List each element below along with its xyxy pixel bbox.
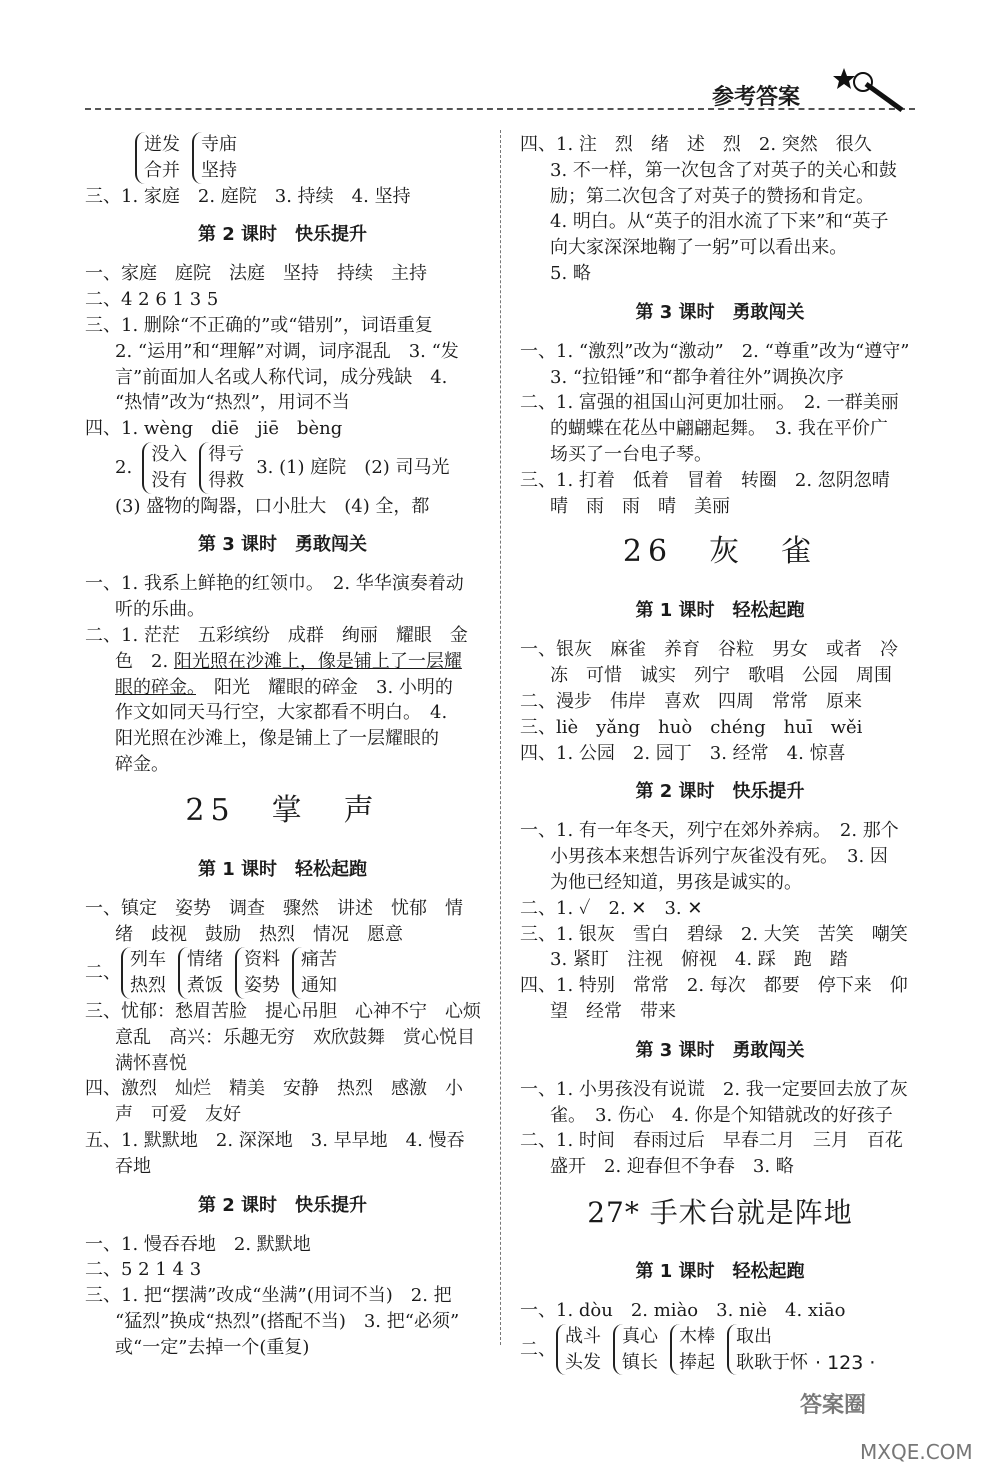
text-line: 色 2. 阳光照在沙滩上，像是铺上了一层耀 (115, 650, 462, 672)
text-line: 一、1. dòu 2. miào 3. niè 4. xiāo (520, 1299, 846, 1321)
section-heading: 第 2 课时 快乐提升 (197, 1194, 368, 1216)
text-line: “猛烈”换成“热烈”(搭配不当) 3. 把“必须” (115, 1310, 460, 1332)
text-line: 绪 歧视 鼓励 热烈 情况 愿意 (115, 923, 403, 945)
text-line: 二、1. 时间 春雨过后 早春二月 三月 百花 (520, 1130, 903, 1152)
star-wand-icon (830, 62, 910, 112)
text-line: 为他已经知道，男孩是诚实的。 (550, 871, 802, 893)
text-line: 3. “拉铅锤”和“都争着往外”调换次序 (550, 366, 844, 388)
text-line: 满怀喜悦 (115, 1052, 187, 1074)
text-line: 一、1. 小男孩没有说谎 2. 我一定要回去放了灰 (520, 1078, 908, 1100)
text-line: 2. “运用”和“理解”对调，词序混乱 3. “发 (115, 340, 459, 362)
header-title: 参考答案 (712, 85, 801, 110)
text-line: 四、激烈 灿烂 精美 安静 热烈 感激 小 (85, 1078, 463, 1100)
text-line: 四、1. 特别 常常 2. 每次 都要 停下来 仰 (520, 975, 908, 997)
text-line: 一、1. “激烈”改为“激动” 2. “尊重”改为“遵守” (520, 340, 910, 362)
text-line: 意乱 高兴：乐趣无穷 欢欣鼓舞 赏心悦目 (115, 1026, 475, 1048)
text-line: 或“一定”去掉一个(重复) (115, 1336, 310, 1358)
text-line: 碎金。 (115, 753, 169, 775)
text-line: 吞地 (115, 1155, 151, 1177)
text-line: 四、1. wèng diē jiē bèng (85, 418, 343, 440)
section-heading: 第 3 课时 勇敢闯关 (635, 301, 805, 323)
brace-group: 迸发 合并 寺庙 坚持 (85, 132, 480, 184)
text-line: 阳光照在沙滩上，像是铺上了一层耀眼的 (115, 728, 439, 750)
text-line: 的蝴蝶在花丛中翩翩起舞。 3. 我在平价广 (550, 418, 888, 440)
text-line: 小男孩本来想告诉列宁灰雀没有死。 3. 因 (550, 846, 888, 868)
text-line: 作文如同天马行空，大家都看不明白。 4. (115, 702, 448, 724)
watermark-url: MXQE.COM (860, 1440, 973, 1464)
text-line: 五、1. 默默地 2. 深深地 3. 早早地 4. 慢吞 (85, 1129, 465, 1151)
text-line: 三、忧郁：愁眉苦脸 提心吊胆 心神不宁 心烦 (85, 1000, 481, 1022)
text-line: 冻 可惜 诚实 列宁 歌唱 公园 周围 (550, 665, 892, 687)
text-line: 盛开 2. 迎春但不争春 3. 略 (550, 1156, 794, 1178)
text-line: 一、镇定 姿势 调查 骤然 讲述 忧郁 情 (85, 897, 463, 919)
text-line: 二、1. 富强的祖国山河更加壮丽。 2. 一群美丽 (520, 392, 899, 414)
text-line: 晴 雨 雨 晴 美丽 (550, 495, 730, 517)
section-heading: 第 2 课时 快乐提升 (635, 781, 805, 803)
text-line: 望 经常 带来 (550, 1000, 676, 1022)
text-line: 一、1. 慢吞吞地 2. 默默地 (85, 1233, 311, 1255)
text-line: 二、1. ✓ 2. ✕ 3. ✕ (520, 897, 703, 919)
text-line: 三、liè yǎng huò chéng huī wěi (520, 716, 863, 738)
text-line: 场买了一台电子琴。 (550, 443, 712, 465)
column-divider (500, 130, 501, 1345)
page-number: · 123 · (815, 1352, 876, 1374)
lesson-title: 26 灰 雀 (622, 534, 818, 570)
text-line: 听的乐曲。 (115, 599, 205, 621)
text-line: 三、1. 家庭 2. 庭院 3. 持续 4. 坚持 (85, 185, 411, 207)
section-heading: 第 1 课时 轻松起跑 (635, 600, 805, 622)
text-line: 二、4 2 6 1 3 5 (85, 289, 219, 311)
lesson-title: 25 掌 声 (185, 792, 380, 828)
right-column (520, 132, 920, 1375)
text-line: 雀。 3. 伤心 4. 你是个知错就改的好孩子 (550, 1104, 893, 1126)
text-line: 二、5 2 1 4 3 (85, 1259, 202, 1281)
text-line: 三、1. 把“摆满”改成“坐满”(用词不当) 2. 把 (85, 1285, 452, 1307)
text-line: (3) 盛物的陶器，口小肚大 (4) 全，都 (115, 495, 430, 517)
text-line: 三、1. 删除“不正确的”或“错别”，词语重复 (85, 314, 433, 336)
text-line: 一、1. 我系上鲜艳的红领巾。 2. 华华演奏着动 (85, 573, 464, 595)
section-heading: 第 1 课时 轻松起跑 (635, 1260, 805, 1282)
text-line: 4. 明白。从“英子的泪水流了下来”和“英子 (550, 211, 889, 233)
text-line: 向大家深深地鞠了一躬”可以看出来。 (550, 237, 848, 259)
text-line: 3. 不一样，第一次包含了对英子的关心和鼓 (550, 159, 897, 181)
text-line: 二、1. 茫茫 五彩缤纷 成群 绚丽 耀眼 金 (85, 624, 468, 646)
lesson-title: 27* 手术台就是阵地 (587, 1195, 853, 1229)
text-line: 四、1. 注 烈 绪 述 烈 2. 突然 很久 (520, 134, 872, 155)
text-line: 四、1. 公园 2. 园丁 3. 经常 4. 惊喜 (520, 742, 846, 764)
section-heading: 第 3 课时 勇敢闯关 (635, 1039, 805, 1061)
brace-group: 二、 列车 热烈 情绪 煮饭 资料 姿势 痛苦 通知 (85, 947, 480, 999)
watermark-logo: 答案圈 (800, 1393, 867, 1418)
brace-group: 二、 战斗 头发 真心 镇长 木棒 捧起 取出 耿耿于怀 (520, 1324, 920, 1376)
text-line: 声 可爱 友好 (115, 1104, 241, 1126)
text-line: 3. 紧盯 注视 俯视 4. 踩 跑 踏 (550, 949, 848, 971)
text-line: 三、1. 银灰 雪白 碧绿 2. 大笑 苦笑 嘲笑 (520, 923, 908, 945)
left-column (85, 132, 480, 1360)
section-heading: 第 1 课时 轻松起跑 (197, 858, 368, 880)
text-line: 一、家庭 庭院 法庭 坚持 持续 主持 (85, 263, 427, 285)
text-line: 眼的碎金。 阳光 耀眼的碎金 3. 小明的 (115, 676, 453, 698)
text-line: 二、漫步 伟岸 喜欢 四周 常常 原来 (520, 690, 862, 712)
text-line: 一、银灰 麻雀 养育 谷粒 男女 或者 冷 (520, 639, 898, 661)
text-line: 一、1. 有一年冬天，列宁在郊外养病。 2. 那个 (520, 820, 899, 842)
text-line: 5. 略 (550, 262, 591, 284)
text-line: “热情”改为“热烈”，用词不当 (115, 392, 350, 414)
section-heading: 第 2 课时 快乐提升 (197, 224, 368, 246)
brace-group: 2. 没入 没有 得亏 得救 3. (1) 庭院 (2) 司马光 (85, 442, 480, 494)
text-line: 言”前面加人名或人称代词，成分残缺 4. (115, 366, 448, 388)
section-heading: 第 3 课时 勇敢闯关 (197, 534, 368, 556)
text-line: 三、1. 打着 低着 冒着 转圈 2. 忽阴忽晴 (520, 469, 890, 491)
text-line: 励；第二次包含了对英子的赞扬和肯定。 (550, 185, 874, 207)
